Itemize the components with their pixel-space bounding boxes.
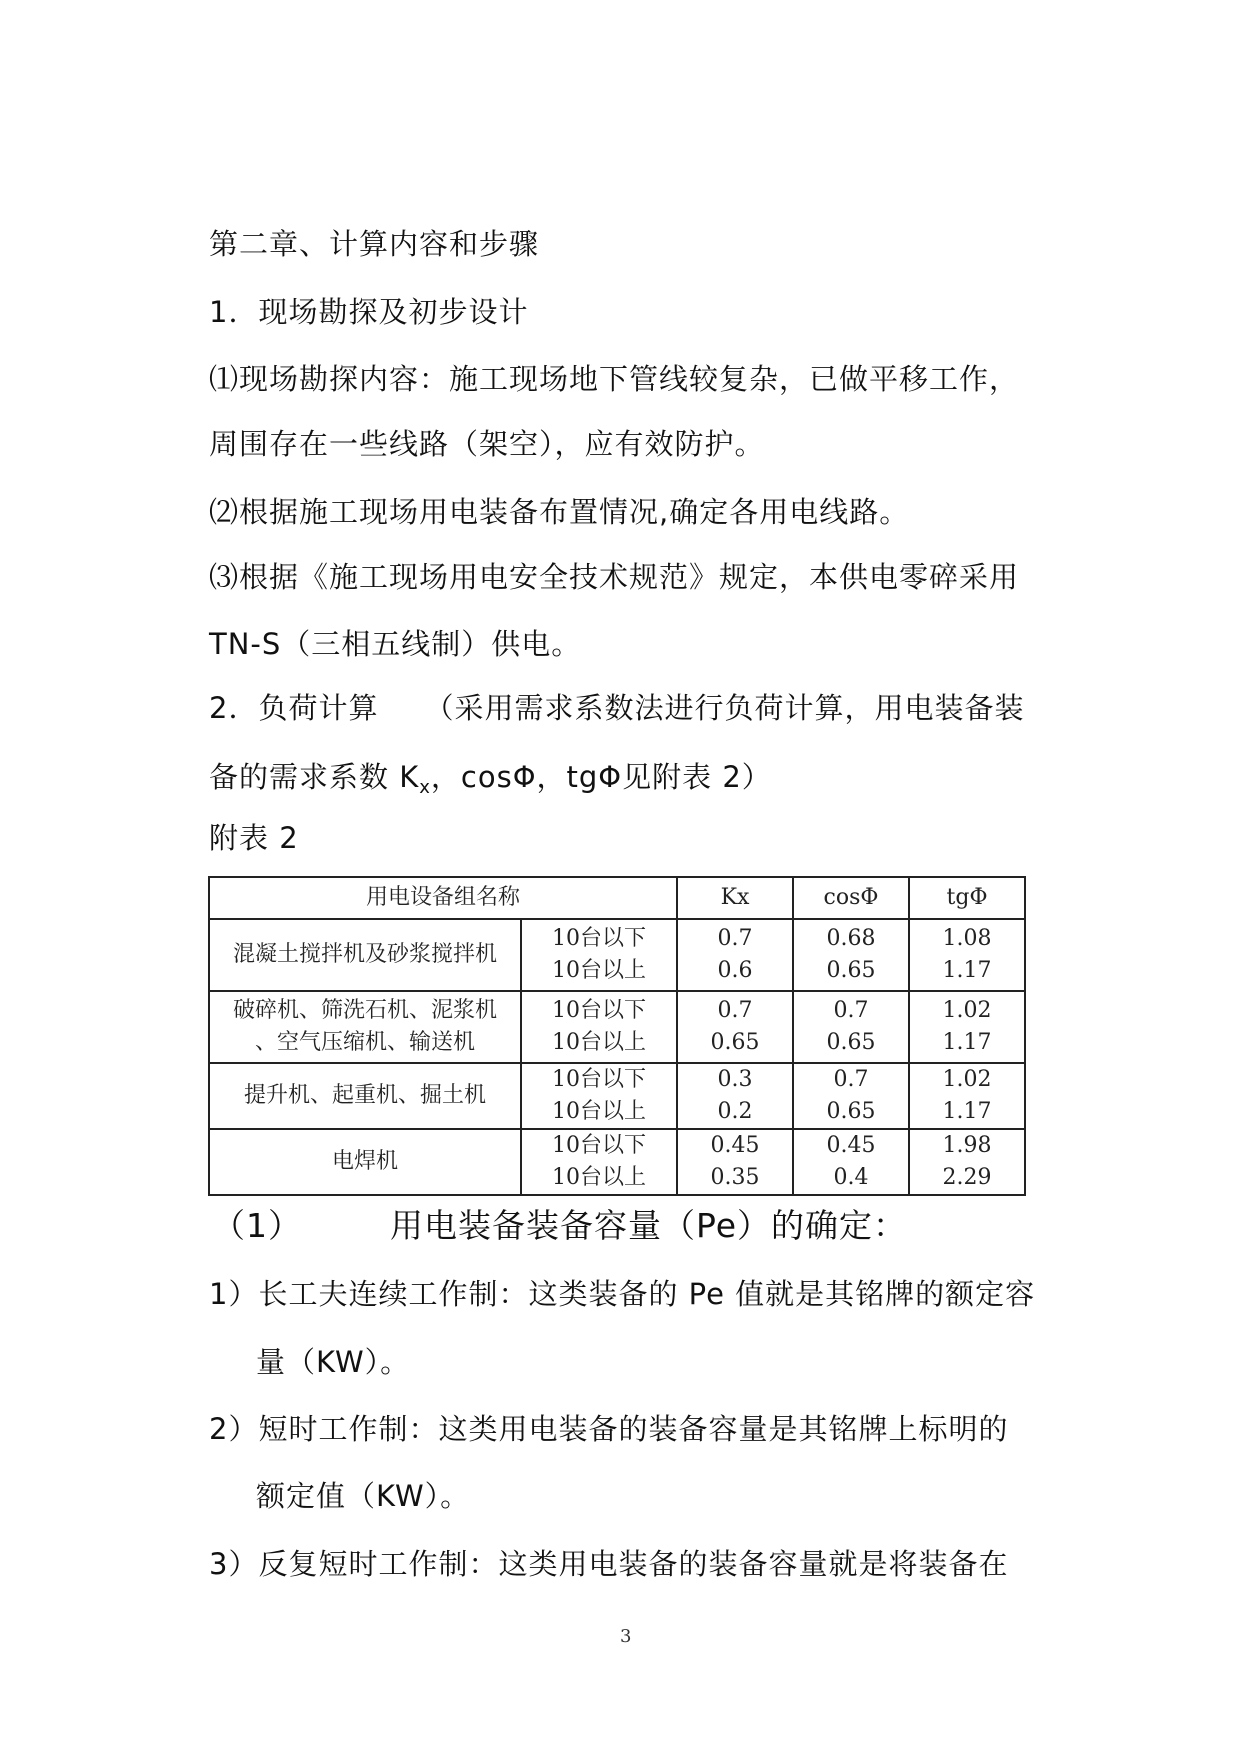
table-header-row xyxy=(209,877,1025,919)
group-name: 电焊机 xyxy=(209,1129,521,1195)
tg-cell: 1.08 1.17 xyxy=(909,919,1025,991)
header-kx: Kx xyxy=(677,877,793,919)
cos-cell: 0.45 0.4 xyxy=(793,1129,909,1195)
paragraph-2: ⑵根据施工现场用电装备布置情况,确定各用电线路。 xyxy=(209,495,910,529)
tg-cell: 1.98 2.29 xyxy=(909,1129,1025,1195)
section-1-title: 1．现场勘探及初步设计 xyxy=(209,295,529,329)
demand-coefficient-table xyxy=(208,876,1026,1196)
table-caption: 附表 2 xyxy=(209,821,299,855)
kx-cell: 0.7 0.6 xyxy=(677,919,793,991)
subsection-1-title: 用电装备装备容量（Pe）的确定： xyxy=(390,1206,908,1245)
tg-cell: 1.02 1.17 xyxy=(909,991,1025,1063)
kx-subscript: x xyxy=(419,777,431,798)
header-equipment-group: 用电设备组名称 xyxy=(209,877,677,919)
cos-cell: 0.7 0.65 xyxy=(793,1063,909,1129)
table-row xyxy=(209,991,1025,1063)
tg-cell: 1.02 1.17 xyxy=(909,1063,1025,1129)
header-tg: tgΦ xyxy=(909,877,1025,919)
paragraph-1-line1: ⑴现场勘探内容：施工现场地下管线较复杂，已做平移工作， xyxy=(209,362,1020,396)
table-row xyxy=(209,1063,1025,1129)
paragraph-1-line2: 周围存在一些线路（架空），应有效防护。 xyxy=(209,427,765,461)
item-3-line1: 3）反复短时工作制：这类用电装备的装备容量就是将装备在 xyxy=(209,1547,1009,1581)
item-2-line2: 额定值（KW）。 xyxy=(256,1479,471,1513)
item-1-line1: 1）长工夫连续工作制：这类装备的 Pe 值就是其铭牌的额定容 xyxy=(209,1277,1036,1311)
group-name: 混凝土搅拌机及砂浆搅拌机 xyxy=(209,919,521,991)
paragraph-3-line1: ⑶根据《施工现场用电安全技术规范》规定，本供电零碎采用 xyxy=(209,560,1020,594)
paragraph-3-line2: TN-S（三相五线制）供电。 xyxy=(209,627,582,661)
group-name: 破碎机、筛洗石机、泥浆机 、空气压缩机、输送机 xyxy=(209,991,521,1063)
count-cell: 10台以下 10台以上 xyxy=(521,919,677,991)
kx-cell: 0.45 0.35 xyxy=(677,1129,793,1195)
table-row xyxy=(209,919,1025,991)
cos-cell: 0.7 0.65 xyxy=(793,991,909,1063)
item-2-line1: 2）短时工作制：这类用电装备的装备容量是其铭牌上标明的 xyxy=(209,1412,1009,1446)
item-1-line2: 量（KW）。 xyxy=(256,1345,411,1379)
chapter-heading: 第二章、计算内容和步骤 xyxy=(209,227,540,261)
page-number: 3 xyxy=(620,1626,632,1647)
section-2-line2-tail: ，cosΦ，tgΦ见附表 2） xyxy=(430,760,772,794)
kx-cell: 0.3 0.2 xyxy=(677,1063,793,1129)
section-2-title: 2．负荷计算 xyxy=(209,691,379,725)
kx-cell: 0.7 0.65 xyxy=(677,991,793,1063)
cos-cell: 0.68 0.65 xyxy=(793,919,909,991)
section-2-line2 xyxy=(209,755,772,798)
section-2-line1 xyxy=(209,686,1024,727)
subsection-1-number: （1） xyxy=(212,1206,302,1245)
section-2-note: （采用需求系数法进行负荷计算，用电装备装 xyxy=(424,691,1025,725)
header-cos: cosΦ xyxy=(793,877,909,919)
count-cell: 10台以下 10台以上 xyxy=(521,1063,677,1129)
subsection-1-heading xyxy=(212,1200,907,1247)
count-cell: 10台以下 10台以上 xyxy=(521,1129,677,1195)
table-row xyxy=(209,1129,1025,1195)
count-cell: 10台以下 10台以上 xyxy=(521,991,677,1063)
group-name: 提升机、起重机、掘土机 xyxy=(209,1063,521,1129)
section-2-line2-text: 备的需求系数 K xyxy=(209,760,420,794)
